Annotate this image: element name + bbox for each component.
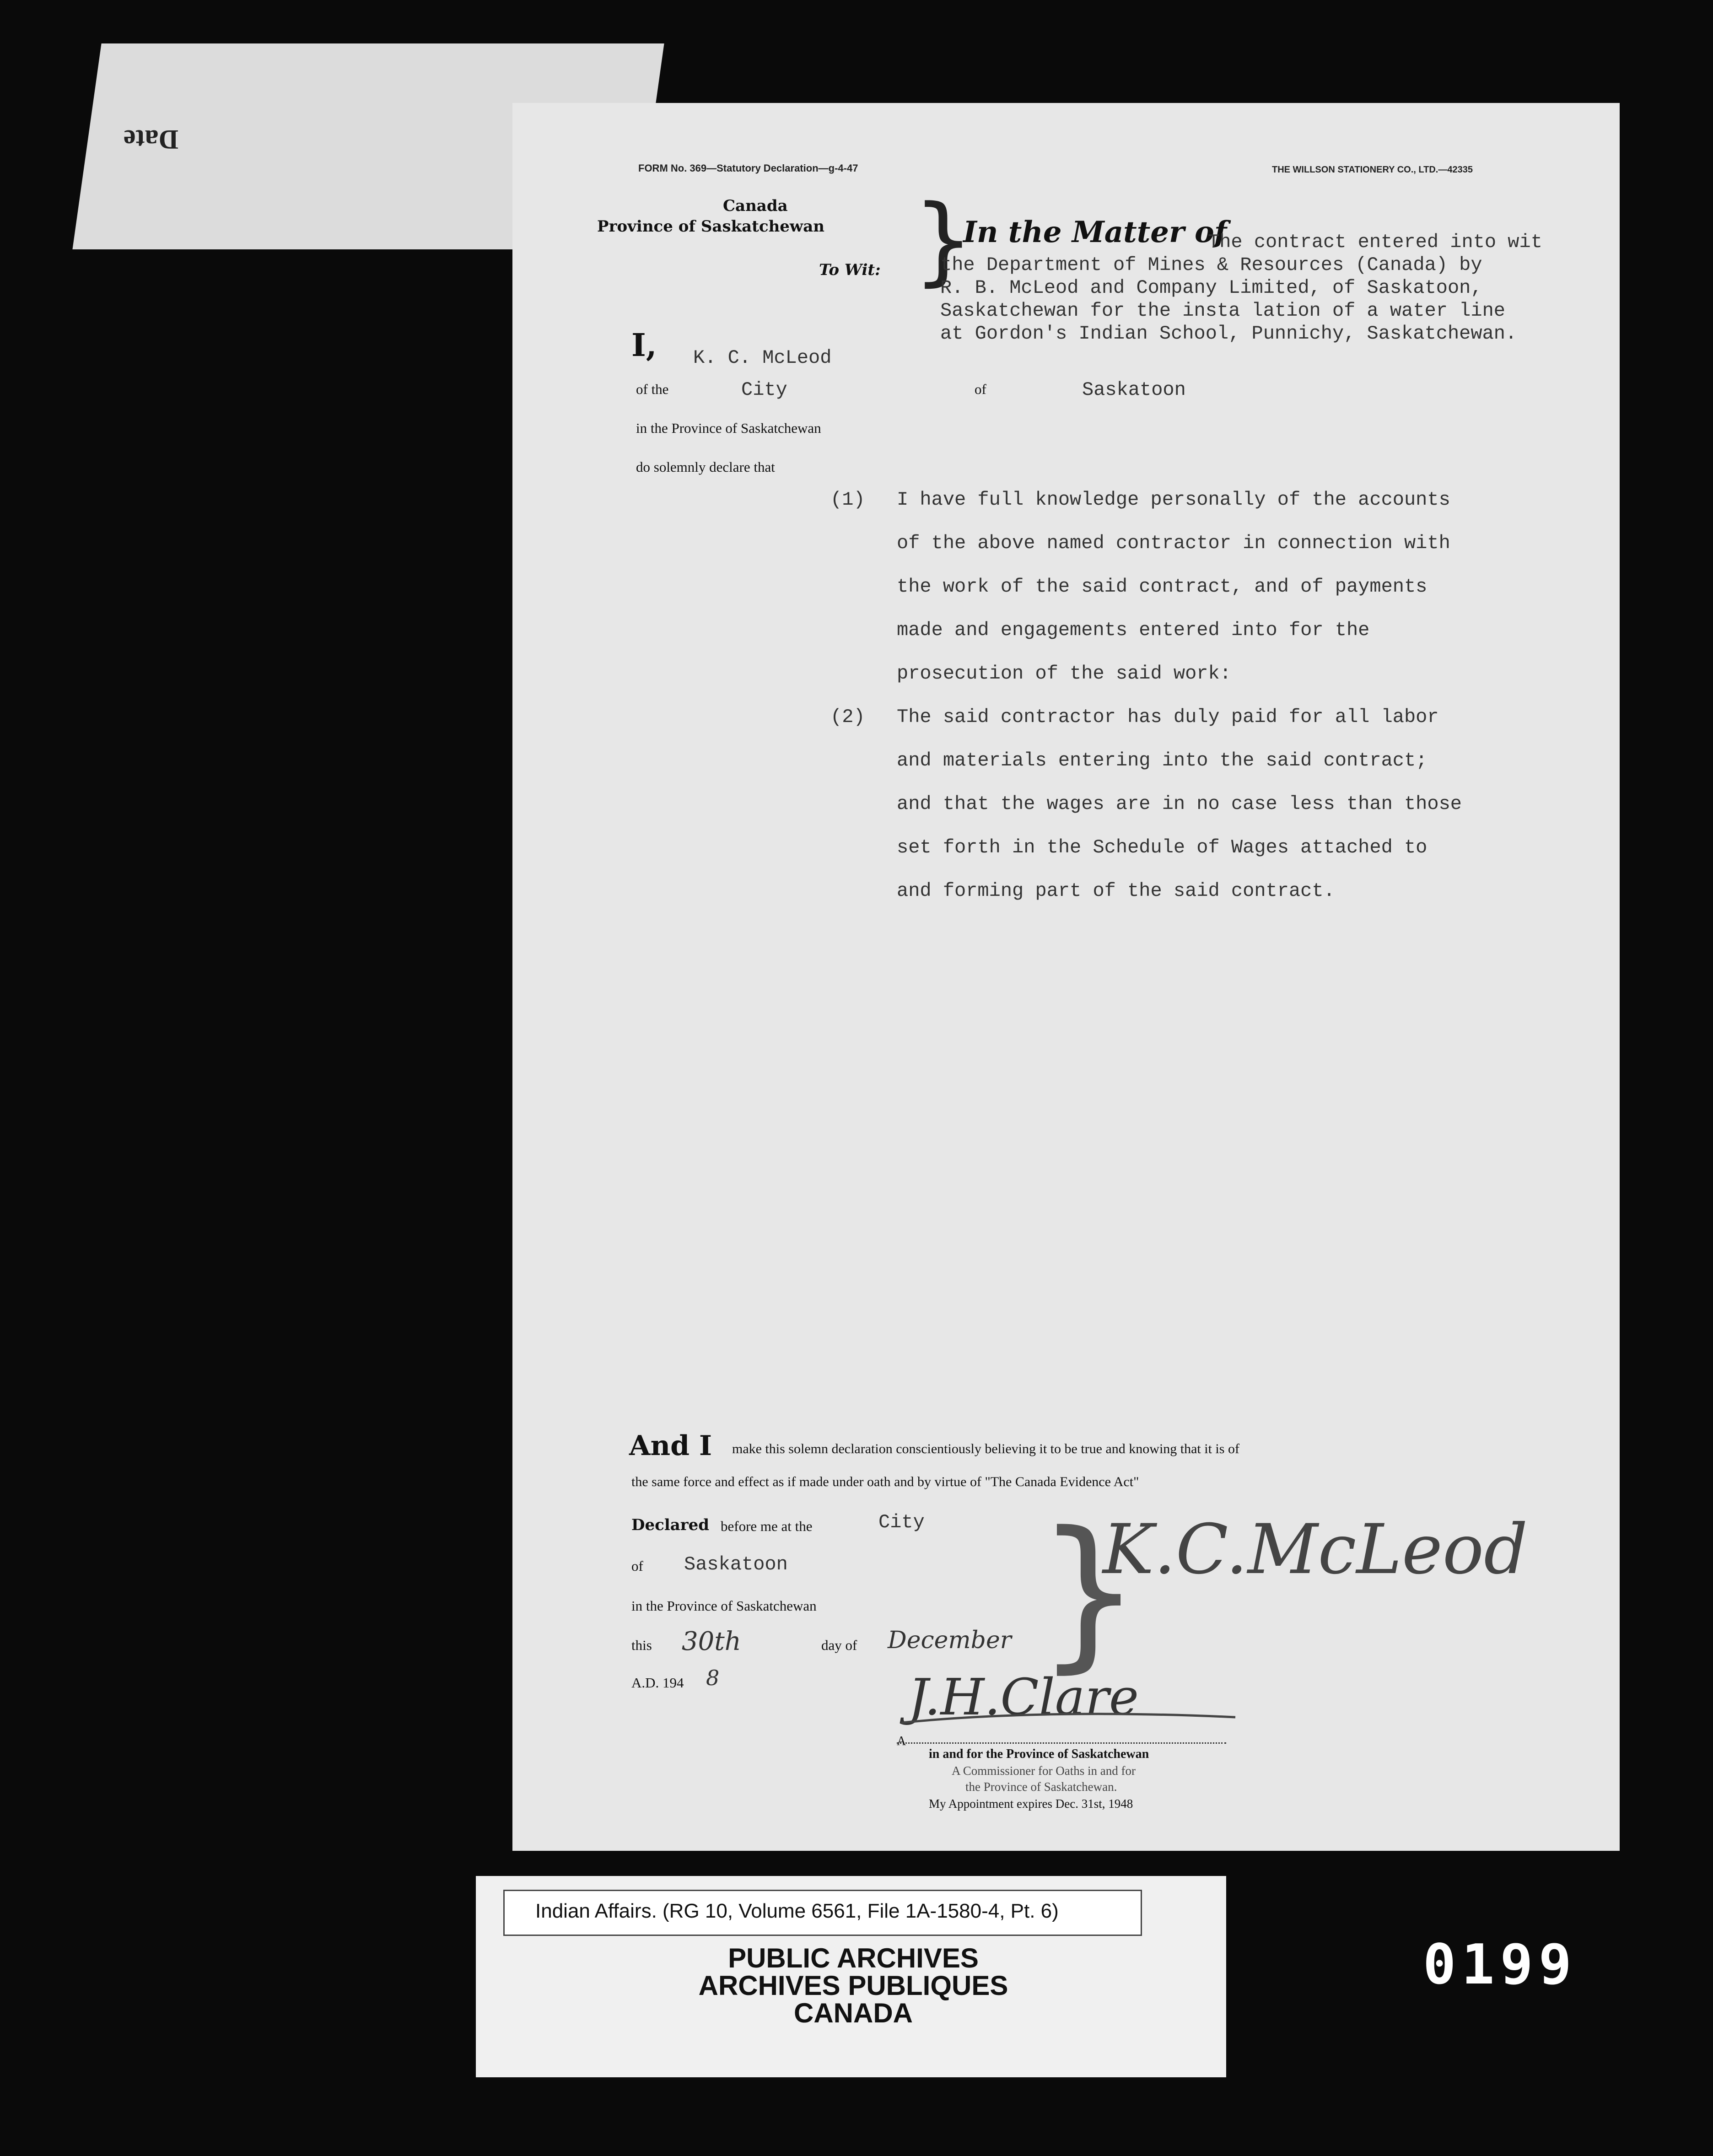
commissioner-line bbox=[897, 1742, 1226, 1744]
signature-flourish bbox=[901, 1709, 1240, 1727]
tab-word: Date bbox=[124, 124, 178, 155]
archive-caption: Indian Affairs. (RG 10, Volume 6561, File 1A-1580-4, Pt. 6) bbox=[535, 1900, 1059, 1922]
matter-heading: In the Matter of bbox=[963, 215, 1227, 249]
place-name: Saskatoon bbox=[1082, 379, 1186, 401]
declare-line: do solemnly declare that bbox=[636, 459, 775, 475]
declarant-initial: I, bbox=[631, 327, 657, 364]
solemn-line: the same force and effect as if made under oath and by virtue of "The Canada Evidence Act" bbox=[631, 1474, 1139, 1489]
declared-of-label: of bbox=[631, 1558, 643, 1574]
ad-label: A.D. 194 bbox=[631, 1675, 684, 1691]
of-label: of bbox=[975, 381, 986, 397]
matter-line: R. B. McLeod and Company Limited, of Saskatoon, bbox=[940, 277, 1482, 299]
before-label: before me at the bbox=[721, 1518, 813, 1534]
clause-number: (1) bbox=[830, 489, 865, 511]
stationer-header: THE WILLSON STATIONERY CO., LTD.—42335 bbox=[1272, 165, 1473, 175]
this-label: this bbox=[631, 1637, 652, 1653]
of-the-label: of the bbox=[636, 381, 669, 397]
solemn-line: make this solemn declaration conscientiously believing it to be true and knowing that it is of bbox=[732, 1441, 1239, 1456]
signature-brace: } bbox=[1036, 1496, 1142, 1688]
archive-line: ARCHIVES PUBLIQUES bbox=[698, 1970, 1008, 2001]
clause-line: The said contractor has duly paid for all labor bbox=[897, 706, 1439, 728]
solemn-lead: And I bbox=[629, 1430, 712, 1462]
matter-line: at Gordon's Indian School, Punnichy, Saskatchewan. bbox=[940, 323, 1517, 345]
clause-line: set forth in the Schedule of Wages attached to bbox=[897, 836, 1428, 858]
commissioner-prefix: A bbox=[897, 1734, 906, 1748]
place-type: City bbox=[741, 379, 787, 401]
commissioner-signature: J.H.Clare bbox=[908, 1668, 1139, 1726]
matter-line: The contract entered into wit bbox=[1208, 231, 1542, 253]
day-of-label: day of bbox=[821, 1637, 857, 1653]
matter-line: Saskatchewan for the insta lation of a water line bbox=[940, 300, 1506, 322]
venue-brace: } bbox=[913, 184, 974, 296]
commissioner-line1: in and for the Province of Saskatchewan bbox=[929, 1747, 1149, 1761]
clause-line: I have full knowledge personally of the accounts bbox=[897, 489, 1450, 511]
venue-country: Canada bbox=[723, 197, 788, 215]
form-number-header: FORM No. 369—Statutory Declaration—g-4-47 bbox=[638, 162, 858, 174]
clause-line: and materials entering into the said contract; bbox=[897, 749, 1428, 771]
declared-province: in the Province of Saskatchewan bbox=[631, 1598, 817, 1614]
commissioner-line4: My Appointment expires Dec. 31st, 1948 bbox=[929, 1797, 1133, 1811]
archive-line: CANADA bbox=[794, 1998, 913, 2028]
clause-line: of the above named contractor in connection with bbox=[897, 532, 1450, 554]
declarant-signature: K.C.McLeod bbox=[1103, 1510, 1528, 1590]
day-value: 30th bbox=[682, 1627, 741, 1656]
month-value: December bbox=[888, 1627, 1012, 1654]
clause-line: the work of the said contract, and of payments bbox=[897, 576, 1428, 598]
declared-place-name: Saskatoon bbox=[684, 1553, 788, 1575]
archive-line: PUBLIC ARCHIVES bbox=[728, 1943, 979, 1973]
venue-province: Province of Saskatchewan bbox=[597, 217, 824, 236]
declared-lead: Declared bbox=[631, 1516, 710, 1534]
declared-place-type: City bbox=[878, 1511, 925, 1533]
clause-number: (2) bbox=[830, 706, 865, 728]
commissioner-line2: A Commissioner for Oaths in and for bbox=[952, 1764, 1136, 1778]
clause-line: prosecution of the said work: bbox=[897, 663, 1231, 685]
province-line: in the Province of Saskatchewan bbox=[636, 420, 821, 436]
frame-number: 0199 bbox=[1423, 1933, 1577, 1997]
clause-line: and forming part of the said contract. bbox=[897, 880, 1335, 902]
clause-line: and that the wages are in no case less than those bbox=[897, 793, 1462, 815]
year-digit: 8 bbox=[706, 1666, 720, 1690]
venue-to-wit: To Wit: bbox=[819, 261, 881, 279]
declarant-name: K. C. McLeod bbox=[693, 347, 832, 369]
commissioner-line3: the Province of Saskatchewan. bbox=[965, 1780, 1117, 1794]
clause-line: made and engagements entered into for the bbox=[897, 619, 1370, 641]
matter-line: the Department of Mines & Resources (Canada) by bbox=[940, 254, 1482, 276]
